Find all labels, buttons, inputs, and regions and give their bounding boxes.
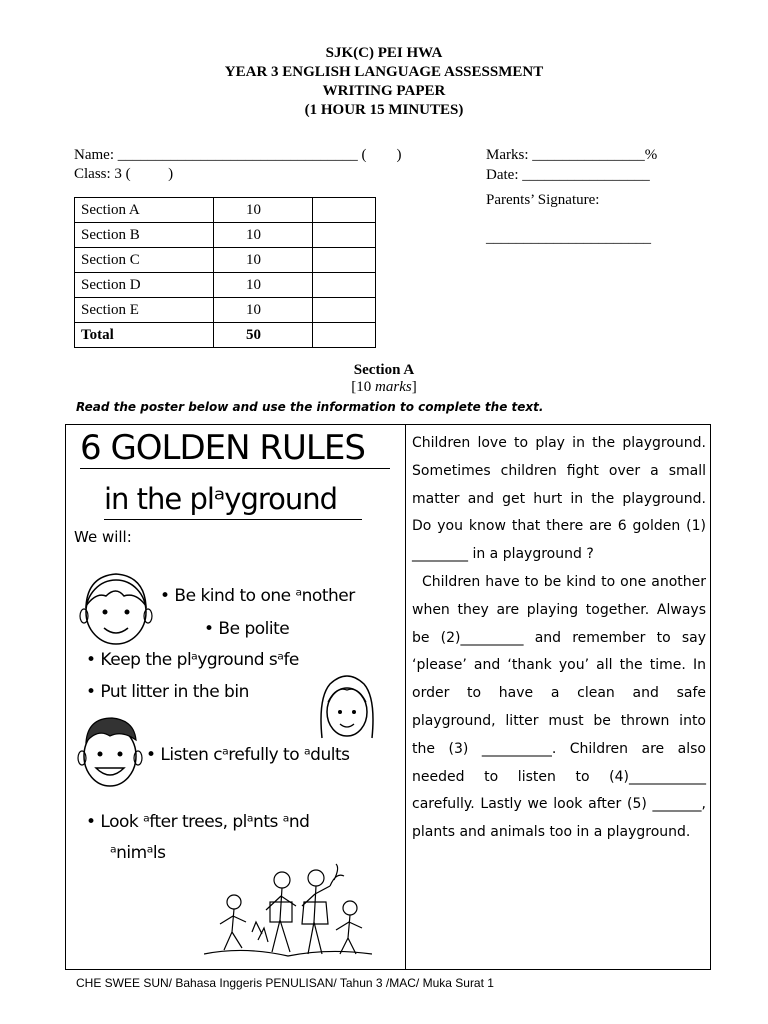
poster-subtitle: in the plᵃyground	[104, 482, 338, 516]
max-marks-cell: 10	[214, 273, 313, 298]
rule-1: • Be kind to one ᵃnother	[160, 586, 355, 606]
column-divider	[405, 424, 406, 970]
instruction-text: Read the poster below and use the information to complete the text.	[76, 400, 544, 414]
smiling-boy-icon	[72, 710, 148, 794]
date-field[interactable]: Date: _________________	[486, 167, 650, 183]
rule-3: • Keep the plᵃyground sᵃfe	[86, 650, 299, 670]
section-title: Section A	[353, 362, 415, 378]
score-cell[interactable]	[313, 298, 376, 323]
rule-5: • Listen cᵃrefully to ᵃdults	[146, 745, 350, 765]
girl-face-icon	[316, 668, 378, 748]
section-marks: [10 marks]	[351, 379, 417, 395]
passage-text	[412, 430, 706, 847]
exam-header	[0, 44, 768, 120]
children-planting-icon	[204, 862, 372, 962]
passage-paragraph-2: Children have to be kind to one another when they are playing together. Always be (2)_________ and remember to say ‘please’ and ‘thank you’ all the time. In order to have a clean and safe playground, litter must be thrown into the (3) __________. Children are also needed to listen to (4)___________ carefully. Lastly we look after (5) _______, plants and animals too in a playground.	[412, 573, 706, 841]
max-marks-cell: 10	[214, 248, 313, 273]
max-marks-cell: 10	[214, 298, 313, 323]
score-cell[interactable]	[313, 248, 376, 273]
rule-6: • Look ᵃfter trees, plᵃnts ᵃnd	[86, 812, 310, 832]
marks-table-row	[75, 273, 376, 298]
signature-label: Parents’ Signature:	[486, 192, 600, 208]
section-name-cell: Section E	[75, 298, 214, 323]
max-marks-cell: 10	[214, 198, 313, 223]
max-marks-cell: 10	[214, 223, 313, 248]
rule-2: • Be polite	[204, 619, 290, 639]
paper-title: WRITING PAPER	[322, 83, 446, 99]
marks-table	[74, 197, 376, 348]
boy-face-icon	[76, 566, 156, 650]
marks-field[interactable]: Marks: _______________%	[486, 147, 658, 163]
we-will-label: We will:	[74, 528, 132, 546]
page-footer: CHE SWEE SUN/ Bahasa Inggeris PENULISAN/ Tahun 3 /MAC/ Muka Surat 1	[76, 976, 494, 990]
max-marks-cell: 50	[214, 323, 313, 348]
school-name: SJK(C) PEI HWA	[325, 45, 443, 61]
score-cell[interactable]	[313, 273, 376, 298]
duration: (1 HOUR 15 MINUTES)	[304, 102, 464, 118]
section-name-cell: Total	[75, 323, 214, 348]
marks-table-row	[75, 298, 376, 323]
passage-paragraph-1: Children love to play in the playground. Sometimes children fight over a small matter and get hurt in the playground. Do you know that there are 6 golden (1) ________ in a playground ?	[412, 435, 706, 563]
score-cell[interactable]	[313, 323, 376, 348]
signature-line[interactable]: ______________________	[486, 230, 651, 246]
section-name-cell: Section D	[75, 273, 214, 298]
score-cell[interactable]	[313, 223, 376, 248]
section-name-cell: Section A	[75, 198, 214, 223]
score-cell[interactable]	[313, 198, 376, 223]
marks-table-row	[75, 323, 376, 348]
rule-4: • Put litter in the bin	[86, 682, 249, 702]
assessment-title: YEAR 3 ENGLISH LANGUAGE ASSESSMENT	[224, 64, 544, 80]
rule-6-cont: ᵃnimᵃls	[110, 843, 166, 863]
section-name-cell: Section B	[75, 223, 214, 248]
title-underline	[80, 468, 390, 469]
marks-table-row	[75, 223, 376, 248]
name-field[interactable]: Name: ________________________________ ( )	[74, 147, 402, 163]
marks-table-row	[75, 248, 376, 273]
marks-table-row	[75, 198, 376, 223]
class-field[interactable]: Class: 3 ( )	[74, 166, 174, 182]
poster-title: 6 GOLDEN RULES	[80, 428, 365, 468]
section-name-cell: Section C	[75, 248, 214, 273]
subtitle-underline	[104, 519, 362, 520]
